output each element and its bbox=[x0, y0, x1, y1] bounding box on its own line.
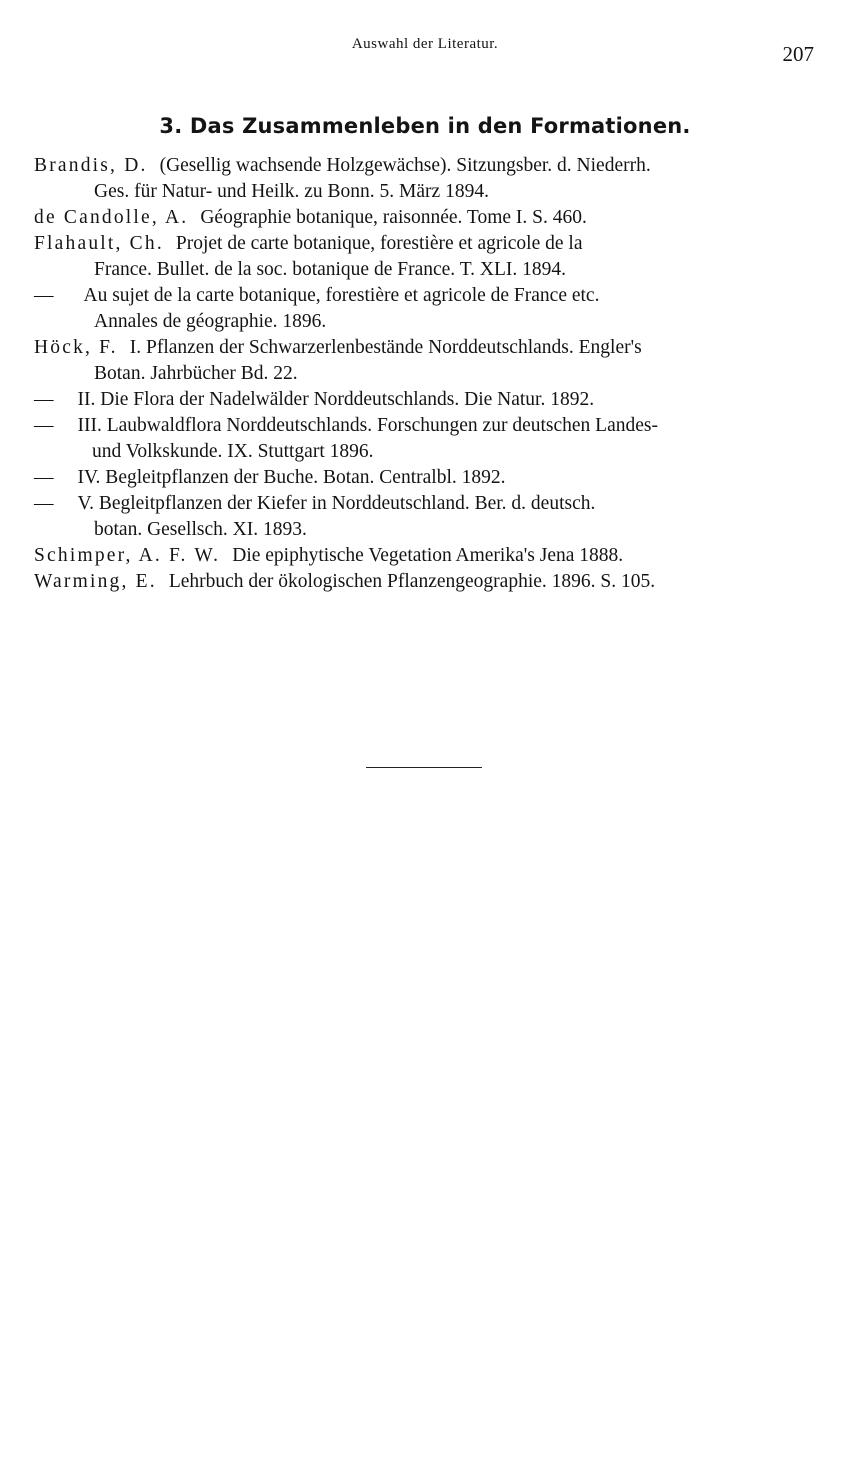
bibliography-entry bbox=[34, 569, 816, 595]
entry-text: Géographie botanique, raisonnée. Tome I. S. 460. bbox=[200, 207, 587, 228]
section-end-rule bbox=[366, 767, 482, 768]
entry-text: botan. Gesellsch. XI. 1893. bbox=[94, 519, 307, 540]
entry-text: Projet de carte botanique, forestière et agricole de la bbox=[175, 233, 583, 254]
entry-text: IV. Begleitpflanzen der Buche. Botan. Centralbl. 1892. bbox=[77, 467, 506, 488]
section-heading: 3. Das Zusammenleben in den Formationen. bbox=[159, 114, 691, 138]
entry-text: I. Pflanzen der Schwarzerlenbestände Norddeutschlands. Engler's bbox=[129, 337, 642, 358]
page-number: 207 bbox=[782, 42, 814, 66]
entry-author: de Candolle, A. bbox=[34, 207, 189, 228]
entry-text: Botan. Jahrbücher Bd. 22. bbox=[94, 363, 298, 384]
bibliography-entry bbox=[34, 205, 816, 231]
bibliography-entry bbox=[34, 153, 816, 205]
entry-dash: — bbox=[34, 389, 54, 410]
bibliography-list bbox=[0, 153, 850, 595]
running-header: Auswahl der Literatur. bbox=[351, 36, 499, 52]
bibliography-entry bbox=[34, 283, 816, 335]
entry-text: III. Laubwaldflora Norddeutschlands. Forschungen zur deutschen Landes- bbox=[77, 415, 658, 436]
bibliography-entry bbox=[34, 231, 816, 283]
entry-text: (Gesellig wachsende Holzgewächse). Sitzungsber. d. Niederrh. bbox=[159, 155, 651, 176]
bibliography-entry bbox=[34, 387, 816, 413]
entry-text: und Volkskunde. IX. Stuttgart 1896. bbox=[92, 441, 374, 462]
entry-dash: — bbox=[34, 467, 54, 488]
entry-text: Au sujet de la carte botanique, forestière et agricole de France etc. bbox=[83, 285, 600, 306]
entry-text: V. Begleitpflanzen der Kiefer in Norddeutschland. Ber. d. deutsch. bbox=[77, 493, 596, 514]
entry-text: Die epiphytische Vegetation Amerika's Jena 1888. bbox=[232, 545, 624, 566]
entry-dash: — bbox=[34, 493, 54, 514]
entry-text: II. Die Flora der Nadelwälder Norddeutschlands. Die Natur. 1892. bbox=[77, 389, 595, 410]
entry-author: Flahault, Ch. bbox=[34, 233, 164, 254]
entry-text: France. Bullet. de la soc. botanique de France. T. XLI. 1894. bbox=[94, 259, 567, 280]
bibliography-entry bbox=[34, 491, 816, 543]
entry-author: Schimper, A. F. W. bbox=[34, 545, 221, 566]
entry-dash: — bbox=[34, 285, 54, 306]
entry-dash: — bbox=[34, 415, 54, 436]
entry-text: Lehrbuch der ökologischen Pflanzengeographie. 1896. S. 105. bbox=[168, 571, 656, 592]
entry-author: Brandis, D. bbox=[34, 155, 148, 176]
entry-author: Warming, E. bbox=[34, 571, 157, 592]
entry-author: Höck, F. bbox=[34, 337, 118, 358]
entry-text: Ges. für Natur- und Heilk. zu Bonn. 5. März 1894. bbox=[94, 181, 489, 202]
bibliography-entry bbox=[34, 543, 816, 569]
bibliography-entry bbox=[34, 413, 816, 465]
bibliography-entry bbox=[34, 335, 816, 387]
bibliography-entry bbox=[34, 465, 816, 491]
entry-text: Annales de géographie. 1896. bbox=[94, 311, 327, 332]
